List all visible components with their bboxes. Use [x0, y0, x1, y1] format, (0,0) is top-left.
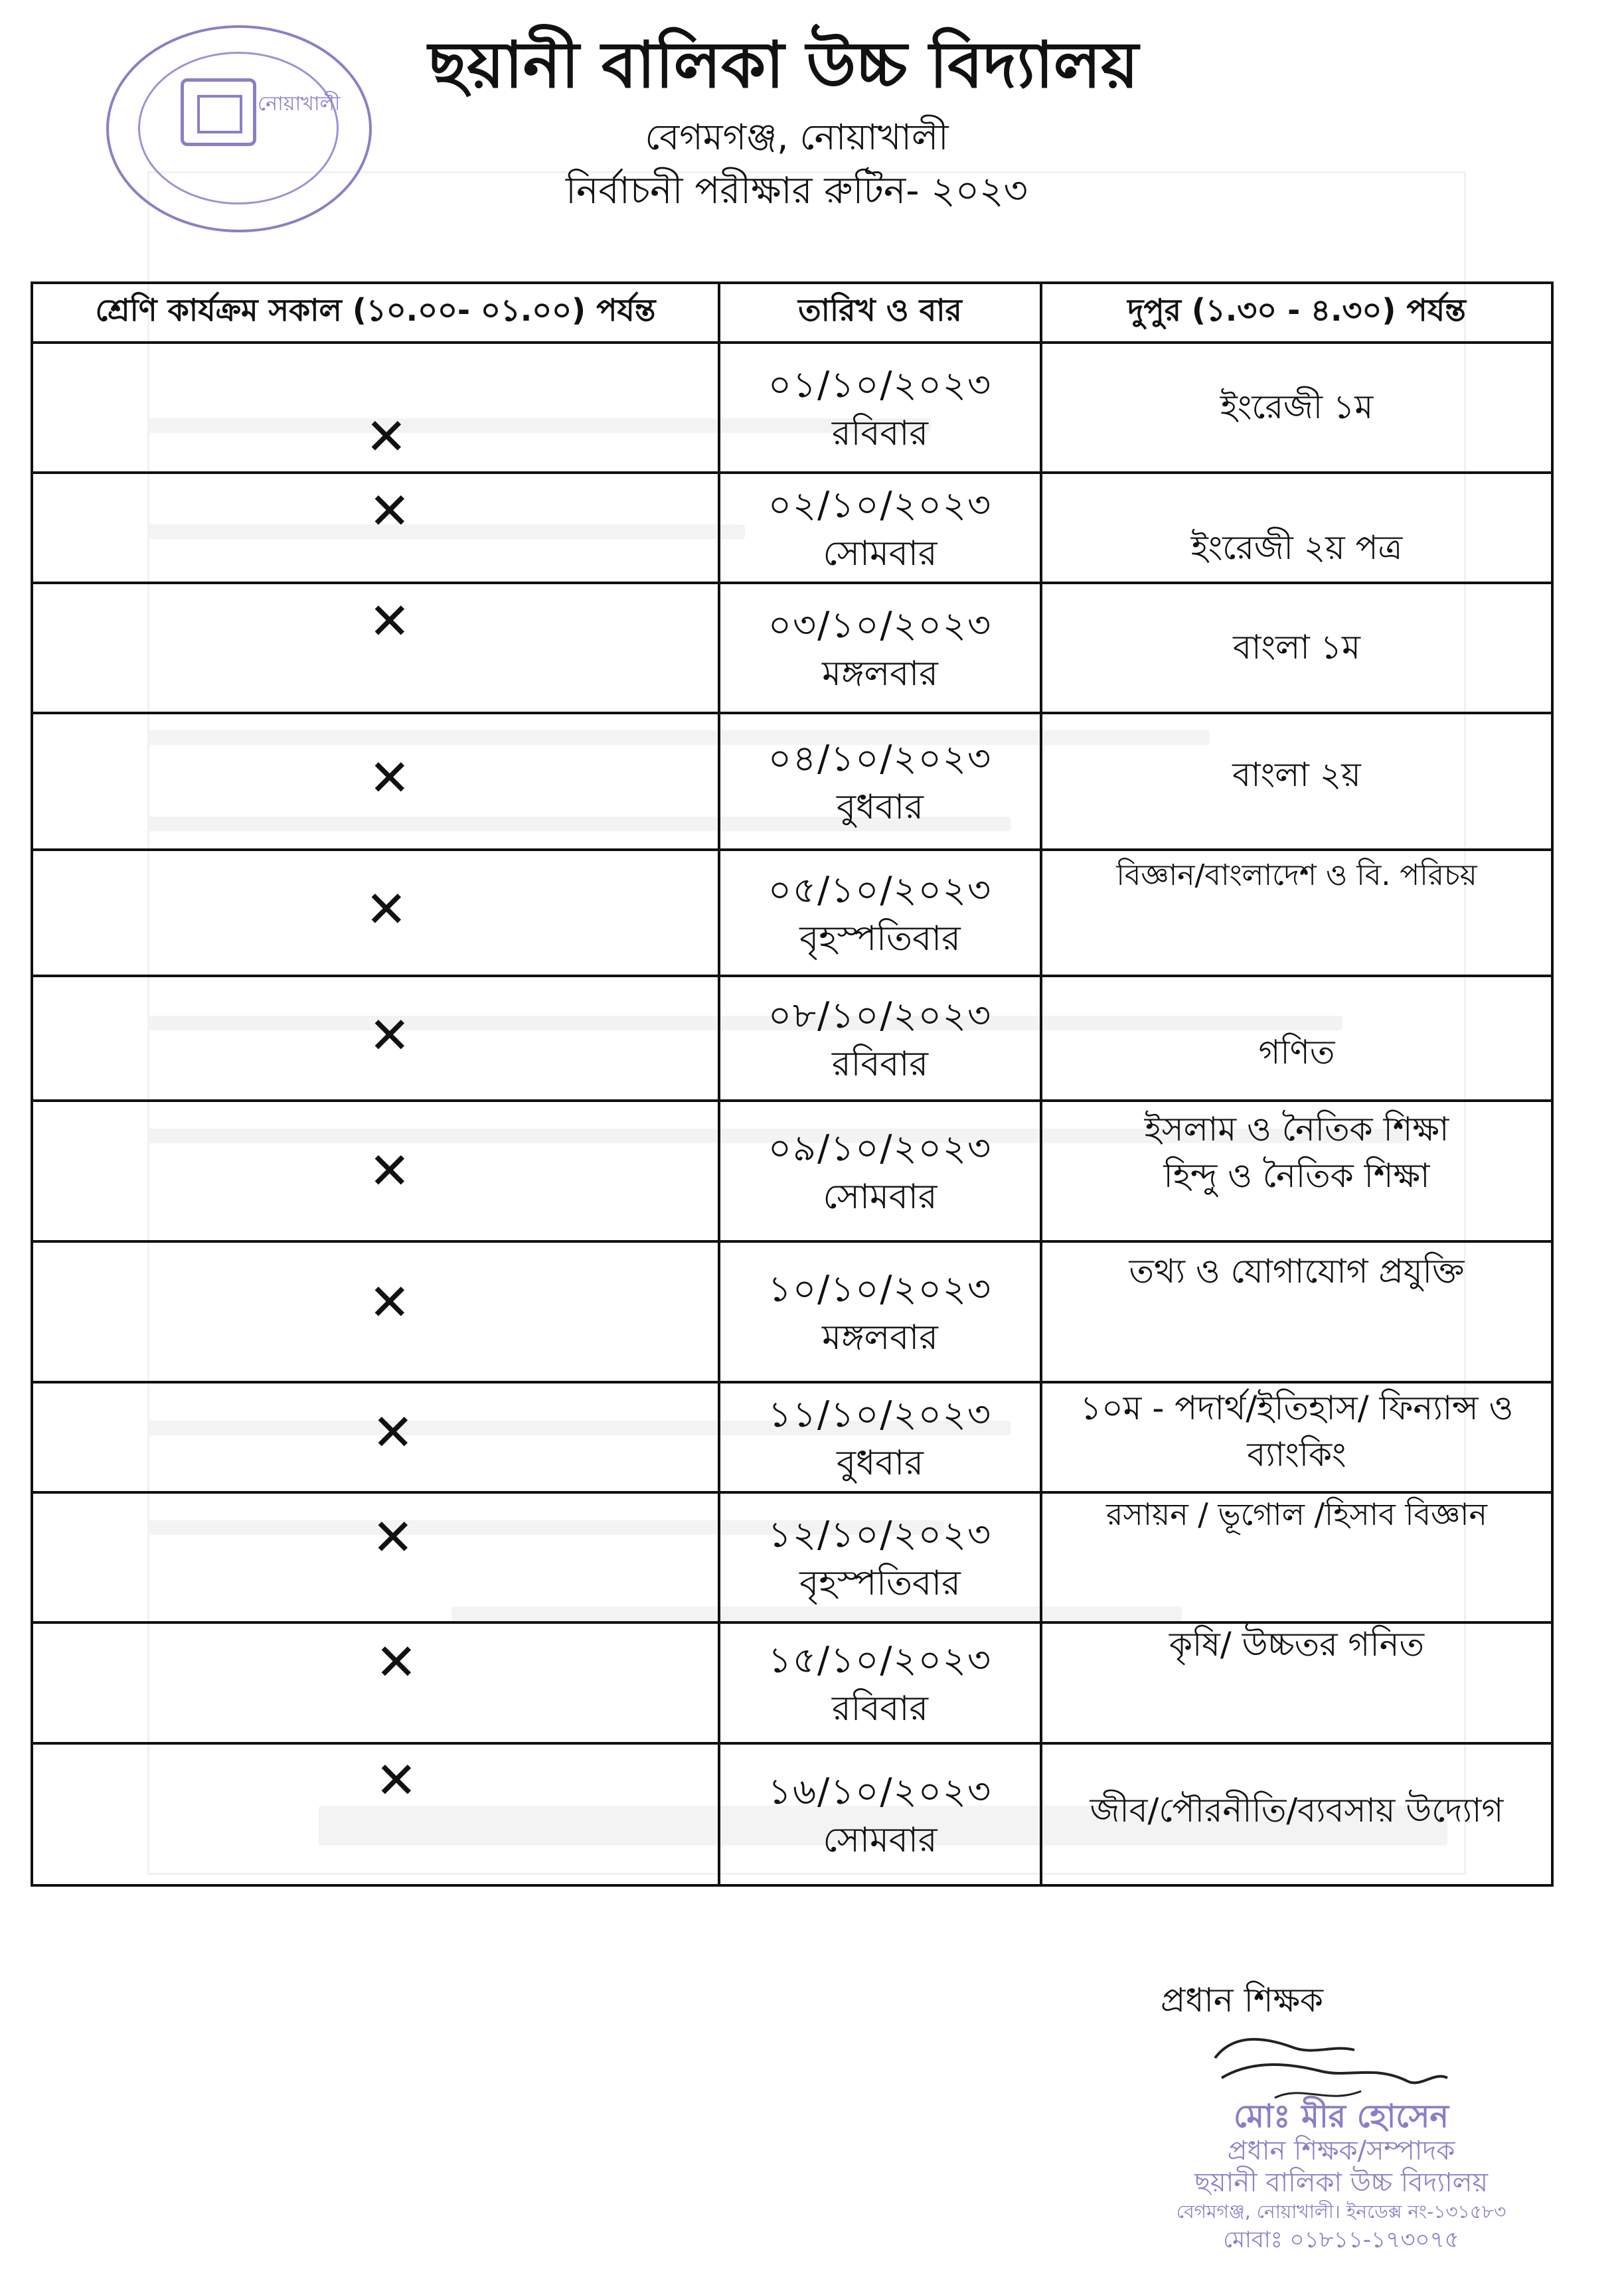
subject: ইংরেজী ১ম [1220, 388, 1374, 426]
subject-cell [1041, 1382, 1552, 1492]
date-cell [719, 1743, 1041, 1885]
exam-date: ১১/১০/২০২৩ [768, 1393, 993, 1435]
subject: কৃষি/ উচ্চতর গনিত [1169, 1625, 1424, 1664]
exam-day: মঙ্গলবার [822, 654, 938, 694]
subject: গণিত [1258, 1033, 1335, 1071]
subject-line-2: হিন্দু ও নৈতিক শিক্ষা [1163, 1156, 1430, 1195]
cross-icon: ✕ [365, 407, 408, 466]
cross-icon: ✕ [365, 880, 408, 939]
cross-icon: ✕ [368, 1006, 411, 1065]
cross-icon: ✕ [375, 1751, 418, 1810]
stamp-mobile: মোবাঃ ০১৮১১-১৭৩০৭৫ [1223, 2227, 1459, 2253]
morning-cell [32, 1241, 719, 1382]
morning-cell [32, 976, 719, 1101]
subject-cell [1041, 976, 1552, 1101]
exam-date: ০৮/১০/২০২৩ [768, 994, 993, 1036]
exam-day: বৃহস্পতিবার [799, 1563, 961, 1603]
exam-day: রবিবার [831, 1689, 929, 1729]
exam-day: সোমবার [823, 1820, 937, 1860]
table-row [32, 1622, 1552, 1743]
date-cell [719, 850, 1041, 976]
table-row [32, 1743, 1552, 1885]
subject: জীব/পৌরনীতি/ব্যবসায় উদ্যোগ [1090, 1791, 1504, 1830]
subject: ইসলাম ও নৈতিক শিক্ষা [1144, 1110, 1449, 1148]
book-logo-icon [181, 78, 256, 146]
morning-cell [32, 343, 719, 473]
exam-date: ১২/১০/২০২৩ [768, 1514, 993, 1555]
date-cell [719, 343, 1041, 473]
cross-icon: ✕ [375, 1632, 418, 1692]
date-cell [719, 473, 1041, 583]
stamp-name: মোঃ মীর হোসেন [1233, 2098, 1449, 2135]
table-row [32, 1101, 1552, 1241]
date-cell [719, 583, 1041, 713]
subject: তথ্য ও যোগাযোগ প্রযুক্তি [1129, 1252, 1465, 1291]
morning-cell [32, 583, 719, 713]
seal-text: নোয়াখালী [258, 92, 341, 116]
subject-cell [1041, 343, 1552, 473]
morning-cell [32, 1382, 719, 1492]
exam-date: ০২/১০/২০২৩ [768, 484, 993, 526]
morning-cell [32, 850, 719, 976]
header-date-day: তারিখ ও বার [719, 283, 1041, 343]
header-afternoon: দুপুর (১.৩০ - ৪.৩০) পর্যন্ত [1041, 283, 1552, 343]
subject-cell [1041, 850, 1552, 976]
exam-day: রবিবার [831, 414, 929, 453]
table-row [32, 1492, 1552, 1622]
subject-cell [1041, 1492, 1552, 1622]
date-cell [719, 1101, 1041, 1241]
cross-icon: ✕ [372, 1403, 414, 1462]
school-location: বেগমগঞ্জ, নোয়াখালী [645, 116, 949, 158]
subject-cell [1041, 1622, 1552, 1743]
subject: বিজ্ঞান/বাংলাদেশ ও বি. পরিচয় [1116, 858, 1477, 892]
exam-day: রবিবার [831, 1044, 929, 1084]
table-row [32, 1241, 1552, 1382]
date-cell [719, 1382, 1041, 1492]
exam-title: নির্বাচনী পরীক্ষার রুটিন- ২০২৩ [566, 169, 1028, 212]
school-name: ছয়ানী বালিকা উচ্চ বিদ্যালয় [428, 28, 1139, 102]
date-cell [719, 1492, 1041, 1622]
morning-cell [32, 1101, 719, 1241]
date-cell [719, 1241, 1041, 1382]
subject: ইংরেজী ২য় পত্র [1190, 528, 1403, 567]
cross-icon: ✕ [368, 1273, 411, 1332]
cross-icon: ✕ [372, 1508, 414, 1567]
subject: ১০ম - পদার্থ/ইতিহাস/ ফিন্যান্স ও [1080, 1389, 1514, 1427]
exam-date: ০৪/১০/২০২৩ [768, 738, 993, 779]
stamp-school: ছয়ানী বালিকা উচ্চ বিদ্যালয় [1194, 2168, 1489, 2198]
stamp-address: বেগমগঞ্জ, নোয়াখালী। ইনডেক্স নং-১৩১৫৮৩ [1176, 2201, 1506, 2223]
exam-date: ১৫/১০/২০২৩ [768, 1639, 993, 1681]
morning-cell [32, 1743, 719, 1885]
subject-cell [1041, 713, 1552, 850]
exam-date: ০৫/১০/২০২৩ [768, 869, 993, 911]
morning-cell [32, 1622, 719, 1743]
subject-cell [1041, 1101, 1552, 1241]
table-row [32, 976, 1552, 1101]
table-row [32, 473, 1552, 583]
exam-date: ০৯/১০/২০২৩ [768, 1127, 993, 1169]
cross-icon: ✕ [368, 592, 411, 651]
subject: বাংলা ২য় [1232, 755, 1361, 794]
stamp-role: প্রধান শিক্ষক/সম্পাদক [1227, 2136, 1455, 2166]
cross-icon: ✕ [368, 481, 411, 540]
exam-date: ১৬/১০/২০২৩ [768, 1771, 993, 1812]
headmaster-title: প্রধান শিক্ষক [1161, 1981, 1323, 2019]
subject-line-2: ব্যাংকিং [1247, 1435, 1346, 1474]
exam-day: বুধবার [837, 1443, 924, 1483]
date-cell [719, 976, 1041, 1101]
date-cell [719, 713, 1041, 850]
header-morning: শ্রেণি কার্যক্রম সকাল (১০.০০- ০১.০০) পর্যন্ত [32, 283, 719, 343]
exam-day: সোমবার [823, 1177, 937, 1217]
exam-date: ০১/১০/২০২৩ [768, 364, 993, 406]
exam-routine-table [31, 281, 1554, 1887]
exam-date: ১০/১০/২০২৩ [768, 1268, 993, 1310]
table-row [32, 1382, 1552, 1492]
subject-cell [1041, 473, 1552, 583]
subject-cell [1041, 583, 1552, 713]
cross-icon: ✕ [368, 1141, 411, 1200]
subject: রসায়ন / ভূগোল /হিসাব বিজ্ঞান [1106, 1496, 1487, 1532]
cross-icon: ✕ [368, 748, 411, 807]
table-row [32, 850, 1552, 976]
date-cell [719, 1622, 1041, 1743]
table-row [32, 343, 1552, 473]
subject: বাংলা ১ম [1233, 628, 1360, 667]
subject-cell [1041, 1743, 1552, 1885]
school-seal [106, 25, 370, 231]
headmaster-stamp [1102, 2098, 1580, 2254]
morning-cell [32, 713, 719, 850]
table-row [32, 583, 1552, 713]
table-row [32, 713, 1552, 850]
subject-cell [1041, 1241, 1552, 1382]
exam-day: মঙ্গলবার [822, 1318, 938, 1358]
table-header-row [32, 283, 1552, 343]
exam-day: বুধবার [837, 787, 924, 827]
morning-cell [32, 473, 719, 583]
exam-date: ০৩/১০/২০২৩ [768, 604, 993, 646]
morning-cell [32, 1492, 719, 1622]
exam-day: বৃহস্পতিবার [799, 919, 961, 959]
exam-day: সোমবার [823, 534, 937, 574]
